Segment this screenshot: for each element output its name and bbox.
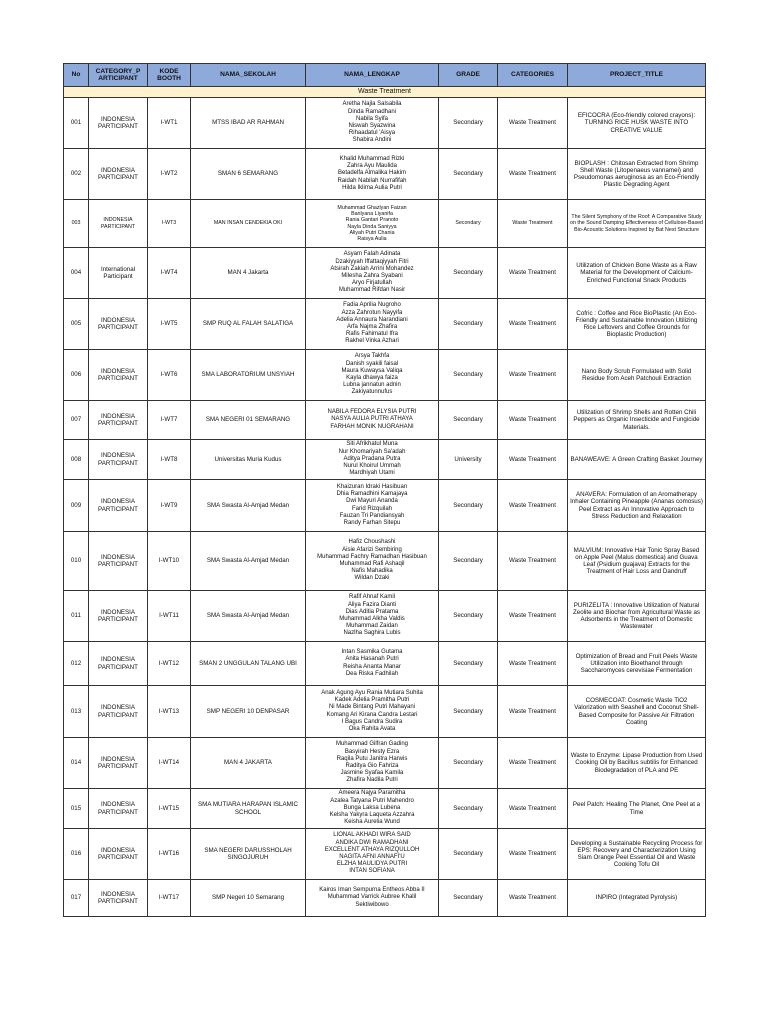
member-name: Ni Made Bintang Putri Mahayani <box>328 704 416 711</box>
grade: Secondary <box>439 686 498 738</box>
booth-code: I-WT3 <box>148 200 191 248</box>
table-row <box>64 200 706 248</box>
member-name: Lubna jannatun adnin <box>343 382 401 389</box>
member-name: Jasmine Syafaa Kamila <box>340 770 404 777</box>
member-name: Oka Rahita Avata <box>348 725 396 732</box>
school-name: SMA Swasta Al-Amjad Medan <box>191 591 306 642</box>
member-names <box>306 248 439 299</box>
category: Waste Treatment <box>498 532 568 591</box>
school-name: SMP NEGERI 10 DENPASAR <box>191 686 306 738</box>
booth-code: I-WT1 <box>148 98 191 149</box>
participant-category: INDONESIA PARTICIPANT <box>89 401 148 440</box>
category: Waste Treatment <box>498 248 568 299</box>
participant-category: INDONESIA PARTICIPANT <box>89 686 148 738</box>
member-names <box>306 686 439 738</box>
member-name: Hafiz Choushashi <box>348 539 396 546</box>
member-name: Arfa Najma Zhafira <box>346 324 398 330</box>
project-title: Cofric : Coffee and Rice BioPlastic (An Eco-Friendly and Sustainable Innovation Utilizing Rice Leftovers and Coffee Grounds for Bioplastic Production) <box>568 299 706 350</box>
booth-code: I-WT6 <box>148 350 191 401</box>
member-name: Nabila Syifa <box>355 115 388 122</box>
booth-code: I-WT9 <box>148 480 191 532</box>
table-row <box>64 591 706 642</box>
member-names <box>306 480 439 532</box>
project-title: MALVIUM: Innovative Hair Tonic Spray Based on Apple Peel (Malus domestica) and Guava Leaf (Psidium guajava) Extracts for the Treatment of Hair Loss and Dandruff <box>568 532 706 591</box>
table-row <box>64 686 706 738</box>
project-title: INPIRO (Integrated Pyrolysis) <box>568 880 706 917</box>
member-name: Basyirah Hesty Ezra <box>344 748 400 755</box>
table-row <box>64 880 706 917</box>
booth-code: I-WT8 <box>148 440 191 480</box>
member-name: Nafis Mahadika <box>351 568 393 575</box>
grade: Secondary <box>439 248 498 299</box>
member-name: Danish syakili faisal <box>345 360 399 367</box>
member-name: LIONAL AKHADI WIRA SAID <box>333 832 411 839</box>
header-cell: PROJECT_TITLE <box>568 64 706 87</box>
category: Waste Treatment <box>498 829 568 880</box>
grade: Secondary <box>439 829 498 880</box>
row-number: 015 <box>64 789 89 829</box>
member-name: Kairos Iman Sempurna Entheos Abba II <box>319 887 425 894</box>
table-row <box>64 149 706 200</box>
member-name: Siti Afrikhatul Muna <box>346 441 398 448</box>
booth-code: I-WT4 <box>148 248 191 299</box>
participant-category: INDONESIA PARTICIPANT <box>89 98 148 149</box>
participant-category: International Participant <box>89 248 148 299</box>
member-names <box>306 350 439 401</box>
project-title: Utilization of Chicken Bone Waste as a Raw Material for the Development of Calcium-Enriched Functional Snack Products <box>568 248 706 299</box>
member-name: Aliyah Putri Chania <box>349 229 395 236</box>
booth-code: I-WT17 <box>148 880 191 917</box>
member-name: Muhammad Alkha Valdis <box>339 616 405 622</box>
booth-code: I-WT10 <box>148 532 191 591</box>
member-name: Dzakiyyah Iffattaqiyyah Fitri <box>335 258 409 265</box>
school-name: MAN 4 JAKARTA <box>191 738 306 789</box>
participant-category: INDONESIA PARTICIPANT <box>89 591 148 642</box>
grade: University <box>439 440 498 480</box>
school-name: MAN 4 Jakarta <box>191 248 306 299</box>
project-title: Optimization of Bread and Fruit Peels Waste Utilization into Bioethanol through Saccharomyces cerevisiae Fermentation <box>568 642 706 686</box>
row-number: 011 <box>64 591 89 642</box>
category: Waste Treatment <box>498 789 568 829</box>
member-name: Komang Ari Kirana Candra Lestari <box>326 711 418 718</box>
category: Waste Treatment <box>498 440 568 480</box>
table-row <box>64 532 706 591</box>
member-name: INTAN SOFIANA <box>349 868 395 875</box>
participant-category: INDONESIA PARTICIPANT <box>89 200 148 248</box>
row-number: 001 <box>64 98 89 149</box>
project-title: The Silent Symphony of the Roof: A Comparative Study on the Sound Damping Effectiveness of Cellulose-Based Bio-Acoustic Solutions Inspired by Bat Nest Structure <box>568 200 706 248</box>
member-name: Muhammad Gilfran Gading <box>335 741 409 748</box>
member-name: Banlyana Liyanifa <box>351 211 393 218</box>
member-name: Muhammad Rifdan Nasir <box>338 287 406 294</box>
category: Waste Treatment <box>498 686 568 738</box>
document-page <box>63 63 705 917</box>
member-name: FARHAH MONIK NUGRAHANI <box>330 423 414 430</box>
member-name: NAGITA AFNI ANNAFI'U <box>339 854 405 860</box>
participant-category: INDONESIA PARTICIPANT <box>89 149 148 200</box>
participant-category: INDONESIA PARTICIPANT <box>89 350 148 401</box>
participants-table <box>63 63 706 917</box>
member-name: Ameera Najya Paramitha <box>338 790 406 797</box>
grade: Secondary <box>439 200 498 248</box>
category: Waste Treatment <box>498 98 568 149</box>
member-name: I Bagus Candra Sudira <box>341 718 403 725</box>
member-name: Asyam Falah Adinata <box>343 251 401 258</box>
school-name: SMA LABORATORIUM UNSYIAH <box>191 350 306 401</box>
member-names <box>306 642 439 686</box>
member-name: Adelia Annaura Narandiani <box>336 316 408 323</box>
member-name: Raqila Putu Janitra Harwis <box>336 755 408 762</box>
member-name: Muhammad Ghazlyan Faizan <box>337 204 407 211</box>
participant-category: INDONESIA PARTICIPANT <box>89 738 148 789</box>
member-name: Sektiwibowo <box>355 901 389 908</box>
member-names <box>306 299 439 350</box>
member-name: Reisha Ananta Manar <box>343 663 401 670</box>
member-name: Muhammad Varrick Aubree Khalil <box>327 894 417 901</box>
participant-category: INDONESIA PARTICIPANT <box>89 440 148 480</box>
booth-code: I-WT11 <box>148 591 191 642</box>
member-names <box>306 200 439 248</box>
member-name: Khalid Muhammad Rizki <box>339 155 405 162</box>
member-name: Aisie Afarizi Sembiring <box>342 546 402 553</box>
member-name: Kadek Adelia Pramitha Putri <box>334 697 410 704</box>
header-cell: GRADE <box>439 64 498 87</box>
member-name: Aryo Firjatullah <box>351 280 392 287</box>
grade: Secondary <box>439 401 498 440</box>
booth-code: I-WT13 <box>148 686 191 738</box>
header-row <box>64 64 706 87</box>
project-title: Peel Patch: Healing The Planet, One Peel at a Time <box>568 789 706 829</box>
category: Waste Treatment <box>498 299 568 350</box>
project-title: PURIZELITA : Innovative Utilization of Natural Zeolite and Biochar from Agricultural Waste as Adsorbents in the Treatment of Domestic Wastewater <box>568 591 706 642</box>
row-number: 008 <box>64 440 89 480</box>
school-name: SMP RUQ AL FALAH SALATIGA <box>191 299 306 350</box>
member-name: Rafis Fahimatul Ifra <box>345 331 399 338</box>
member-name: Dinda Ramadhani <box>347 108 397 115</box>
header-cell: CATEGORIES <box>498 64 568 87</box>
grade: Secondary <box>439 299 498 350</box>
member-name: Zhafira Nadila Putri <box>346 777 398 784</box>
booth-code: I-WT2 <box>148 149 191 200</box>
grade: Secondary <box>439 350 498 401</box>
header-cell: CATEGORY_P ARTICIPANT <box>89 64 148 87</box>
member-name: Raditya Gio Fahriza <box>345 763 399 769</box>
grade: Secondary <box>439 738 498 789</box>
participant-category: INDONESIA PARTICIPANT <box>89 480 148 532</box>
member-name: Hilda Iklima Aulia Putri <box>342 184 402 191</box>
table-row <box>64 738 706 789</box>
member-name: Anita Hasanah Putri <box>345 656 399 663</box>
member-name: Muhammad Fachry Ramadhan Hasibuan <box>317 553 427 560</box>
member-name: Shabira Andini <box>352 137 392 144</box>
participant-category: INDONESIA PARTICIPANT <box>89 789 148 829</box>
school-name: SMA Swasta Al-Amjad Medan <box>191 532 306 591</box>
member-name: Zakiyatunnufus <box>351 389 393 396</box>
member-name: Rihaadatul 'Aisya <box>348 130 396 137</box>
header-cell: KODE BOOTH <box>148 64 191 87</box>
grade: Secondary <box>439 880 498 917</box>
member-name: Nazlha Saghira Lubis <box>343 630 401 637</box>
member-name: Wildan Dzaki <box>354 575 390 582</box>
member-name: ANDIKA DWI RAMADHANI <box>335 839 409 846</box>
member-name: Mardhiyah Utami <box>349 470 395 477</box>
member-name: Niswah Syazwina <box>348 123 396 129</box>
member-name: ELZHA MAULIDYA PUTRI <box>336 861 408 868</box>
member-name: Dea Riska Fadhilah <box>345 670 399 677</box>
member-names <box>306 149 439 200</box>
member-names <box>306 532 439 591</box>
category: Waste Treatment <box>498 591 568 642</box>
member-name: Intan Sasmika Gutama <box>341 649 403 656</box>
participant-category: INDONESIA PARTICIPANT <box>89 829 148 880</box>
school-name: Universitas Muria Kudus <box>191 440 306 480</box>
table-row <box>64 642 706 686</box>
category: Waste Treatment <box>498 880 568 917</box>
member-name: Kayla dhawya faiza <box>346 375 398 381</box>
booth-code: I-WT12 <box>148 642 191 686</box>
header-cell: NAMA_SEKOLAH <box>191 64 306 87</box>
row-number: 003 <box>64 200 89 248</box>
member-name: Keisha Aurelia Wund <box>344 819 400 826</box>
member-names <box>306 789 439 829</box>
member-name: Nurul Khoirul Ummah <box>343 463 401 470</box>
row-number: 006 <box>64 350 89 401</box>
member-name: Aliya Fazira Dianti <box>347 601 397 608</box>
project-title: Utilization of Shrimp Shells and Rotten Chili Peppers as Organic Insecticide and Fungicide Materials. <box>568 401 706 440</box>
member-name: Fadia Aprilia Nugroho <box>343 302 401 309</box>
table-row <box>64 829 706 880</box>
member-name: Rania Gantari Pranoto <box>345 217 399 224</box>
participant-category: INDONESIA PARTICIPANT <box>89 642 148 686</box>
member-name: Aditya Pradana Putra <box>343 455 401 462</box>
member-name: NABILA FEDORA ELYSIA PUTRI <box>327 409 417 416</box>
category: Waste Treatment <box>498 642 568 686</box>
member-name: Azza Zahrotun Nayyifa <box>341 309 403 316</box>
row-number: 002 <box>64 149 89 200</box>
member-name: Dwi Mayuri Ananda <box>346 498 398 505</box>
member-name: Anak Agung Ayu Rania Mutiara Suhita <box>321 689 423 696</box>
table-row <box>64 248 706 299</box>
member-name: Dias Aditia Pratama <box>345 608 399 615</box>
member-names <box>306 880 439 917</box>
grade: Secondary <box>439 98 498 149</box>
member-names <box>306 591 439 642</box>
member-name: Aretha Najla Salsabila <box>342 101 402 108</box>
school-name: SMA NEGERI 01 SEMARANG <box>191 401 306 440</box>
member-name: Arsya Takhfa <box>354 353 390 360</box>
project-title: ANAVERA: Formulation of an Aromatherapy Inhaler Containing Pineapple (Ananas comosus) Peel Extract as An Innovative Approach to Stress Reduction and Relaxation <box>568 480 706 532</box>
grade: Secondary <box>439 532 498 591</box>
booth-code: I-WT15 <box>148 789 191 829</box>
booth-code: I-WT7 <box>148 401 191 440</box>
school-name: SMAN 6 SEMARANG <box>191 149 306 200</box>
member-name: Randy Farhan Sitepu <box>343 519 401 526</box>
row-number: 004 <box>64 248 89 299</box>
category: Waste Treatment <box>498 480 568 532</box>
member-name: Bunga Laksa Lubena <box>343 804 401 811</box>
member-name: Azalea Tatyana Putri Mahendro <box>330 797 414 804</box>
category: Waste Treatment <box>498 350 568 401</box>
table-row <box>64 789 706 829</box>
member-name: Fauzan Tri Pandiansyah <box>339 512 405 519</box>
header-cell: No <box>64 64 89 87</box>
row-number: 017 <box>64 880 89 917</box>
participant-category: INDONESIA PARTICIPANT <box>89 880 148 917</box>
table-row <box>64 299 706 350</box>
school-name: SMA Swasta Al-Amjad Medan <box>191 480 306 532</box>
row-number: 009 <box>64 480 89 532</box>
section-row <box>64 87 706 98</box>
participant-category: INDONESIA PARTICIPANT <box>89 299 148 350</box>
row-number: 012 <box>64 642 89 686</box>
member-name: EXCELLENT ATHAYA RIZQULLOH <box>324 846 420 853</box>
project-title: BANAWEAVE: A Green Crafting Basket Journey <box>568 440 706 480</box>
school-name: SMP Negeri 10 Semarang <box>191 880 306 917</box>
grade: Secondary <box>439 642 498 686</box>
member-name: Raisya Aulia <box>357 235 387 242</box>
member-names <box>306 738 439 789</box>
member-name: Nayla Dinda Saniyya <box>347 223 397 230</box>
member-name: Raidah Nabilah Nurrafifah <box>337 177 407 184</box>
member-name: Betadelfa Almalika Hakim <box>337 170 407 177</box>
member-name: Nur Khomariyah Sa'adah <box>338 448 406 455</box>
member-name: Muhammad Rafi Ashaqil <box>339 561 405 567</box>
member-names <box>306 98 439 149</box>
grade: Secondary <box>439 591 498 642</box>
table-row <box>64 350 706 401</box>
booth-code: I-WT5 <box>148 299 191 350</box>
grade: Secondary <box>439 480 498 532</box>
member-name: Milesha Zahra Syabani <box>341 273 403 279</box>
table-row <box>64 98 706 149</box>
section-title: Waste Treatment <box>64 87 706 98</box>
row-number: 014 <box>64 738 89 789</box>
member-name: Dhia Ramadhini Kamajaya <box>336 491 408 498</box>
row-number: 007 <box>64 401 89 440</box>
member-name: Zahra Ayu Maulida <box>347 163 397 170</box>
school-name: SMA MUTIARA HARAPAN ISLAMIC SCHOOL <box>191 789 306 829</box>
member-names <box>306 401 439 440</box>
project-title: Nano Body Scrub Formulated with Solid Residue from Aceh Patchouli Extraction <box>568 350 706 401</box>
member-names <box>306 440 439 480</box>
header-cell: NAMA_LENGKAP <box>306 64 439 87</box>
school-name: SMA NEGERI DARUSSHOLAH SINGOJURUH <box>191 829 306 880</box>
project-title: Developing a Sustainable Recycling Process for EPS: Recovery and Characterization Using Siam Orange Peel Essential Oil and Waste Cooking Tofu Oil <box>568 829 706 880</box>
school-name: SMAN 2 UNGGULAN TALANG UBI <box>191 642 306 686</box>
member-name: Muhammad Zaidan <box>346 623 398 630</box>
member-name: Atsirah Zakiah Arrini Mohandez <box>330 265 414 272</box>
grade: Secondary <box>439 149 498 200</box>
member-name: Rakhel Vinka Azhari <box>345 338 399 345</box>
row-number: 016 <box>64 829 89 880</box>
member-name: Khaizuran Idraki Hasibuan <box>336 483 408 490</box>
school-name: MTSS IBAD AR RAHMAN <box>191 98 306 149</box>
grade: Secondary <box>439 789 498 829</box>
member-names <box>306 829 439 880</box>
table-row <box>64 440 706 480</box>
participant-category: INDONESIA PARTICIPANT <box>89 532 148 591</box>
category: Waste Treatment <box>498 401 568 440</box>
school-name: MAN INSAN CENDEKIA OKI <box>191 200 306 248</box>
member-name: Farid Rizquilah <box>351 505 393 512</box>
member-name: NASYA AULIA PUTRI ATHAYA <box>331 416 413 423</box>
project-title: COSMECOAT: Cosmetic Waste TiO2 Valorization with Seashell and Coconut Shell-Based Composite for Passive Air Filtration Coating <box>568 686 706 738</box>
booth-code: I-WT16 <box>148 829 191 880</box>
table-row <box>64 480 706 532</box>
category: Waste Treatment <box>498 738 568 789</box>
category: Waste Treatment <box>498 149 568 200</box>
member-name: Rafif Ahnaf Kamil <box>348 594 396 601</box>
project-title: BIOPLASH : Chitosan Extracted from Shrimp Shell Waste (Litopenaeus vannamei) and Pseudomonas aeruginosa as an Eco-Friendly Plastic Degrading Agent <box>568 149 706 200</box>
category: Waste Treatment <box>498 200 568 248</box>
booth-code: I-WT14 <box>148 738 191 789</box>
project-title: EFICOCRA (Eco-friendly colored crayons): TURNING RICE HUSK WASTE INTO CREATIVE VALUE <box>568 98 706 149</box>
member-name: Maura Kuwaysa Valiqa <box>341 367 403 374</box>
table-row <box>64 401 706 440</box>
member-name: Kelsha Yakyra Laqueta Azzahra <box>329 812 415 819</box>
row-number: 013 <box>64 686 89 738</box>
row-number: 010 <box>64 532 89 591</box>
project-title: Waste to Enzyme: Lipase Production from Used Cooking Oil by Bacillus subtilis for Enhanced Biodegradation of PLA and PE <box>568 738 706 789</box>
row-number: 005 <box>64 299 89 350</box>
